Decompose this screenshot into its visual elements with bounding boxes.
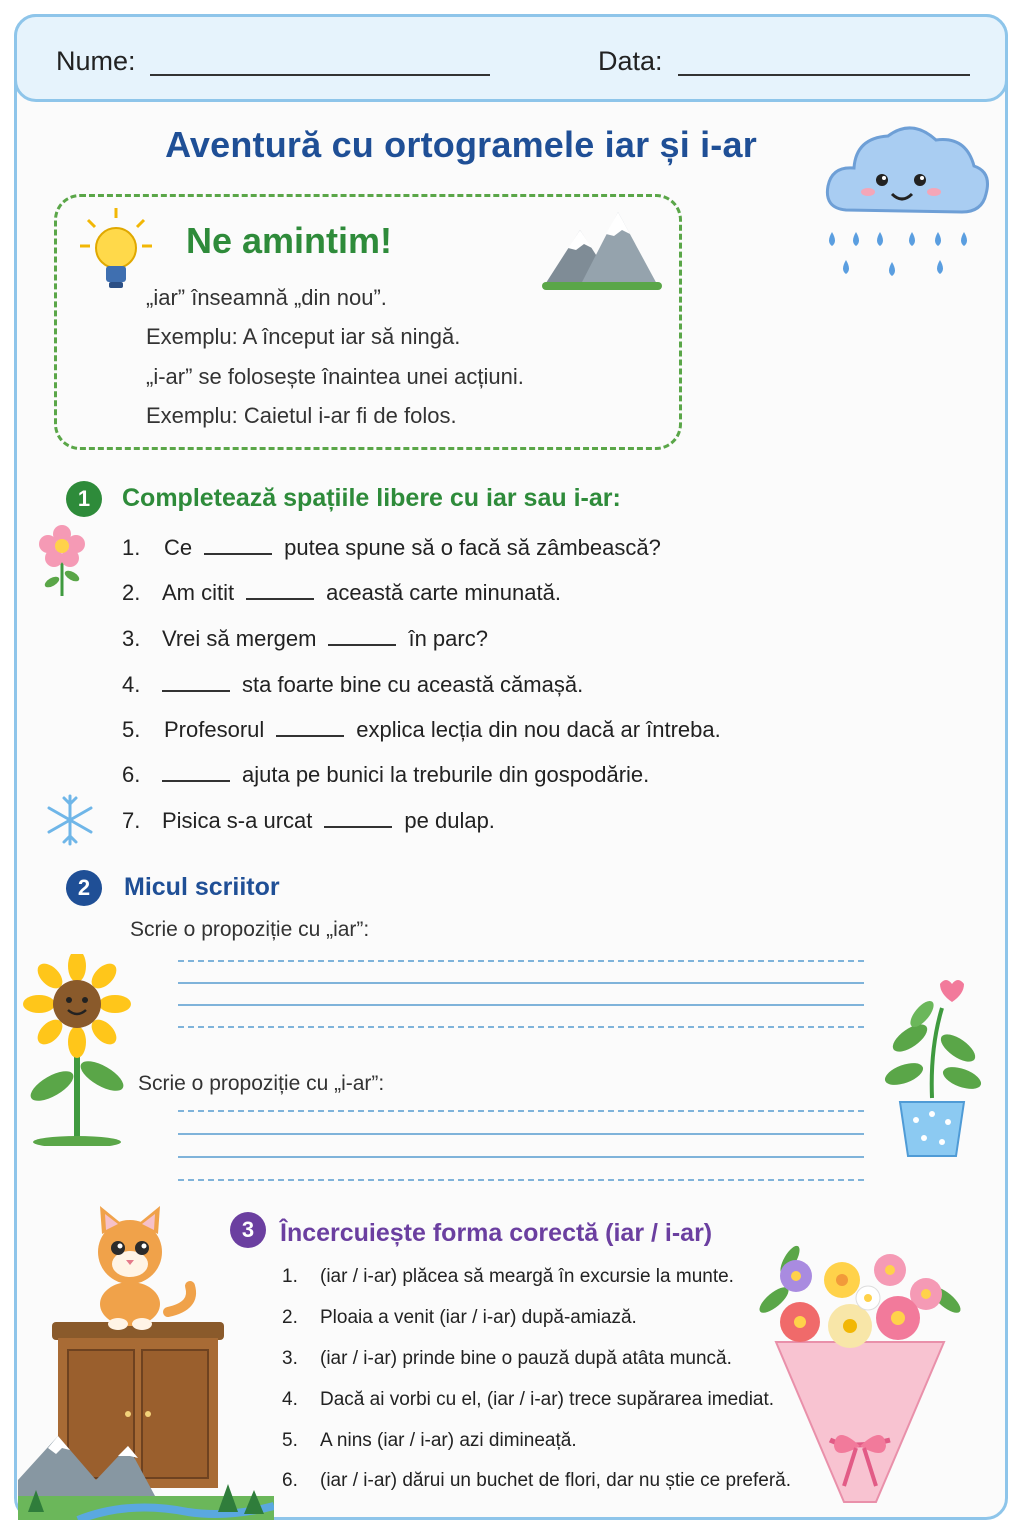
writing-line[interactable] — [178, 960, 864, 962]
flower-icon — [36, 524, 88, 598]
exercise3-item-4: 4. Dacă ai vorbi cu el, (iar / i-ar) trece supărarea imediat. — [282, 1389, 775, 1410]
remember-line-2: Exemplu: A început iar să ningă. — [146, 324, 461, 349]
exercise1-item-4: 4. sta foarte bine cu această cămașă. — [122, 672, 584, 697]
exercise3-item-5: 5. A nins (iar / i-ar) azi dimineață. — [282, 1430, 577, 1451]
cat-on-cabinet-icon — [18, 1200, 274, 1520]
remember-line-3: „i-ar” se folosește înaintea unei acțiuni. — [146, 364, 524, 389]
writing-line[interactable] — [178, 982, 864, 984]
exercise1-item-5: 5. Profesorul explica lecția din nou dacă ar întreba. — [122, 717, 721, 742]
blank-6[interactable] — [162, 762, 230, 782]
remember-line-1: „iar” înseamnă „din nou”. — [146, 285, 387, 310]
header-bar — [14, 14, 1008, 102]
choice-text[interactable]: A nins (iar / i-ar) azi dimineață. — [320, 1430, 577, 1451]
choice-text[interactable]: (iar / i-ar) prinde bine o pauză după atâta muncă. — [320, 1348, 732, 1369]
name-label: Nume: — [56, 46, 136, 76]
blank-4[interactable] — [162, 672, 230, 692]
writing-line[interactable] — [178, 1133, 864, 1135]
bouquet-icon — [750, 1240, 970, 1516]
exercise1-item-6: 6. ajuta pe bunici la treburile din gospodărie. — [122, 762, 650, 787]
blank-2[interactable] — [246, 580, 314, 600]
remember-title: Ne amintim! — [186, 220, 393, 261]
name-field[interactable] — [150, 74, 490, 76]
exercise3-item-6: 6. (iar / i-ar) dărui un buchet de flori, dar nu știe ce preferă. — [282, 1470, 792, 1491]
choice-text[interactable]: (iar / i-ar) plăcea să meargă în excursie la munte. — [320, 1266, 734, 1287]
choice-text[interactable]: (iar / i-ar) dărui un buchet de flori, dar nu știe ce preferă. — [320, 1470, 792, 1491]
date-field[interactable] — [678, 74, 970, 76]
writing-line[interactable] — [178, 1004, 864, 1006]
section3-title: Încercuiește forma corectă (iar / i-ar) — [280, 1219, 713, 1247]
exercise3-item-3: 3. (iar / i-ar) prinde bine o pauză după atâta muncă. — [282, 1348, 732, 1369]
writing-line[interactable] — [178, 1179, 864, 1181]
section1-title: Completează spațiile libere cu iar sau i-ar: — [122, 484, 621, 512]
sunflower-icon — [22, 954, 132, 1146]
mountain-icon — [540, 208, 664, 292]
exercise1-item-7: 7. Pisica s-a urcat pe dulap. — [122, 808, 495, 833]
blank-1[interactable] — [204, 535, 272, 555]
remember-line-4: Exemplu: Caietul i-ar fi de folos. — [146, 403, 457, 428]
page-title: Aventură cu ortogramele iar și i-ar — [165, 124, 757, 165]
exercise1-item-3: 3. Vrei să mergem în parc? — [122, 626, 488, 651]
exercise1-item-1: 1. Ce putea spune să o facă să zâmbească? — [122, 535, 661, 560]
section1-number: 1 — [66, 481, 102, 517]
writing-line[interactable] — [178, 1026, 864, 1028]
writing-line[interactable] — [178, 1110, 864, 1112]
section2-title: Micul scriitor — [124, 873, 280, 901]
exercise3-item-1: 1. (iar / i-ar) plăcea să meargă în excursie la munte. — [282, 1266, 734, 1287]
prompt-iar: Scrie o propoziție cu „iar”: — [130, 918, 370, 941]
prompt-i-ar: Scrie o propoziție cu „i-ar”: — [138, 1072, 385, 1095]
blank-7[interactable] — [324, 808, 392, 828]
blank-3[interactable] — [328, 626, 396, 646]
potted-plant-icon — [882, 978, 982, 1162]
choice-text[interactable]: Dacă ai vorbi cu el, (iar / i-ar) trece supărarea imediat. — [320, 1389, 775, 1410]
blank-5[interactable] — [276, 717, 344, 737]
section2-number: 2 — [66, 870, 102, 906]
snowflake-icon — [42, 792, 98, 848]
section3-number: 3 — [230, 1212, 266, 1248]
writing-line[interactable] — [178, 1156, 864, 1158]
exercise1-item-2: 2. Am citit această carte minunată. — [122, 580, 561, 605]
date-label: Data: — [598, 46, 663, 76]
lightbulb-icon — [78, 206, 154, 296]
choice-text[interactable]: Ploaia a venit (iar / i-ar) după-amiază. — [320, 1307, 637, 1328]
rain-cloud-icon — [816, 110, 996, 290]
exercise3-item-2: 2. Ploaia a venit (iar / i-ar) după-amiază. — [282, 1307, 637, 1328]
